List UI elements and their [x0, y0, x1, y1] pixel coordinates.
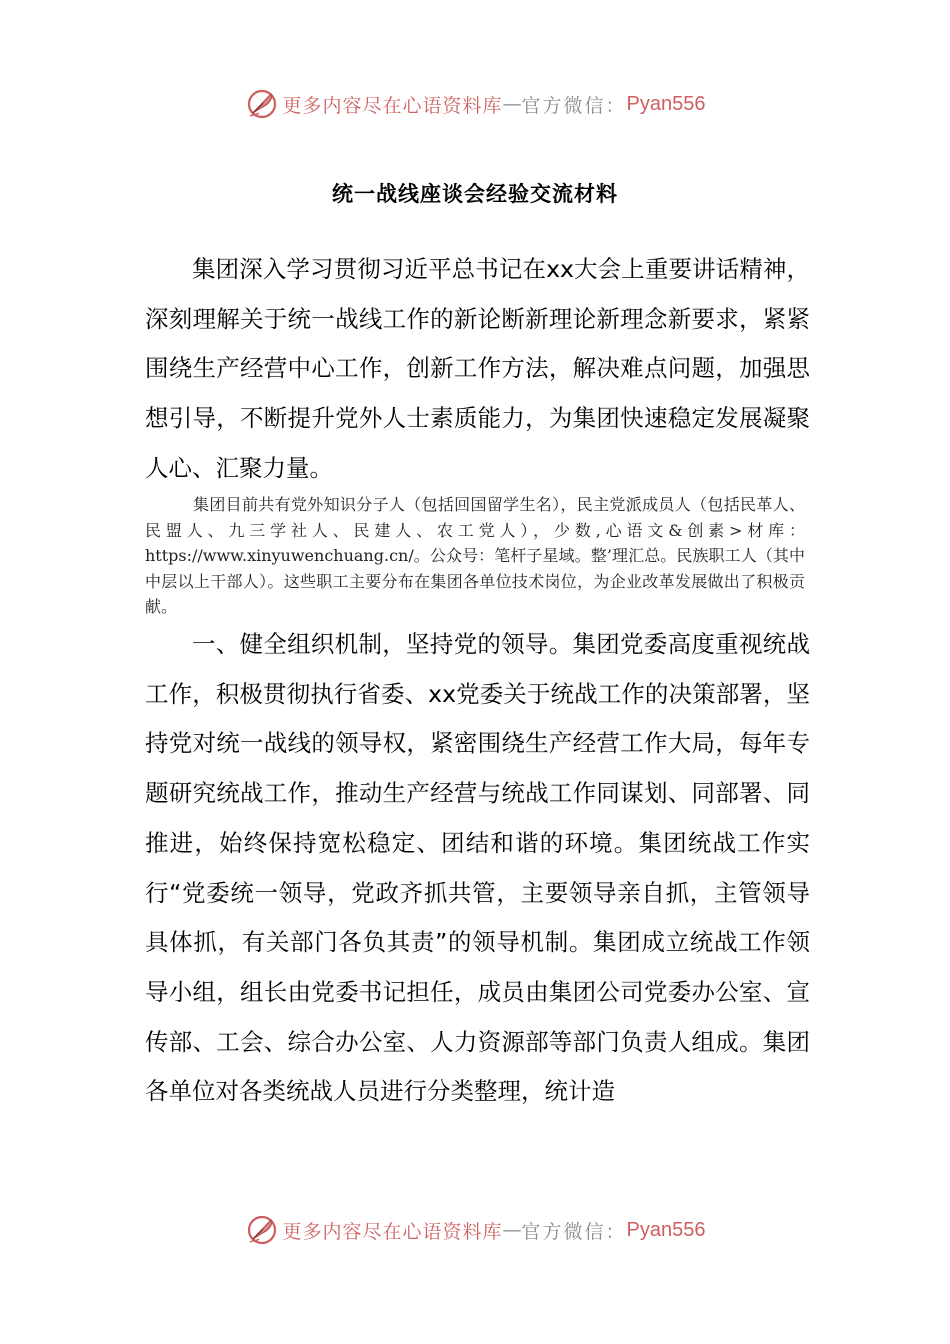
banner-separator: —	[502, 1219, 522, 1241]
header-watermark-banner	[0, 82, 950, 126]
quill-pen-logo-icon	[245, 87, 279, 121]
footer-watermark-banner	[0, 1208, 950, 1252]
banner-separator: —	[502, 93, 522, 115]
banner-wechat-id: Pyan556	[626, 92, 706, 115]
banner-wechat-id: Pyan556	[626, 1218, 706, 1241]
banner-wechat-label: 官方微信：	[521, 94, 627, 117]
stats-paragraph: 集团目前共有党外知识分子人（包括回国留学生名），民主党派成员人（包括民革人、民盟人、九三学社人、民建人、农工党人），少数,心语文&创素>材库：https://www.xinyuwenchuang.cn/。公众号：笔杆子星域。整’理汇总。民族职工人（其中中层以上干部人）。这些职工主要分布在集团各单位技术岗位，为企业改革发展做出了积极贡献。	[145, 495, 805, 616]
banner-main-text: 更多内容尽在心语资料库	[282, 1220, 503, 1243]
document-title: 统一战线座谈会经验交流材料	[332, 182, 618, 206]
banner-main-text: 更多内容尽在心语资料库	[282, 94, 503, 117]
banner-wechat-label: 官方微信：	[521, 1220, 627, 1243]
section-one-paragraph: 一、健全组织机制，坚持党的领导。集团党委高度重视统战工作，积极贯彻执行省委、xx党委关于统战工作的决策部署，坚持党对统一战线的领导权，紧密围绕生产经营工作大局，每年专题研究统战工作，推动生产经营与统战工作同谋划、同部署、同推进，始终保持宽松稳定、团结和谐的环境。集团统战工作实行“党委统一领导，党政齐抓共管，主要领导亲自抓，主管领导具体抓，有关部门各负其责”的领导机制。集团成立统战工作领导小组，组长由党委书记担任，成员由集团公司党委办公室、宣传部、工会、综合办公室、人力资源部等部门负责人组成。集团各单位对各类统战人员进行分类整理，统计造	[145, 630, 810, 1106]
intro-paragraph: 集团深入学习贯彻习近平总书记在xx大会上重要讲话精神，深刻理解关于统一战线工作的新论断新理论新理念新要求，紧紧围绕生产经营中心工作，创新工作方法，解决难点问题，加强思想引导，不断提升党外人士素质能力，为集团快速稳定发展凝聚人心、汇聚力量。	[145, 255, 810, 482]
quill-pen-logo-icon	[245, 1213, 279, 1247]
